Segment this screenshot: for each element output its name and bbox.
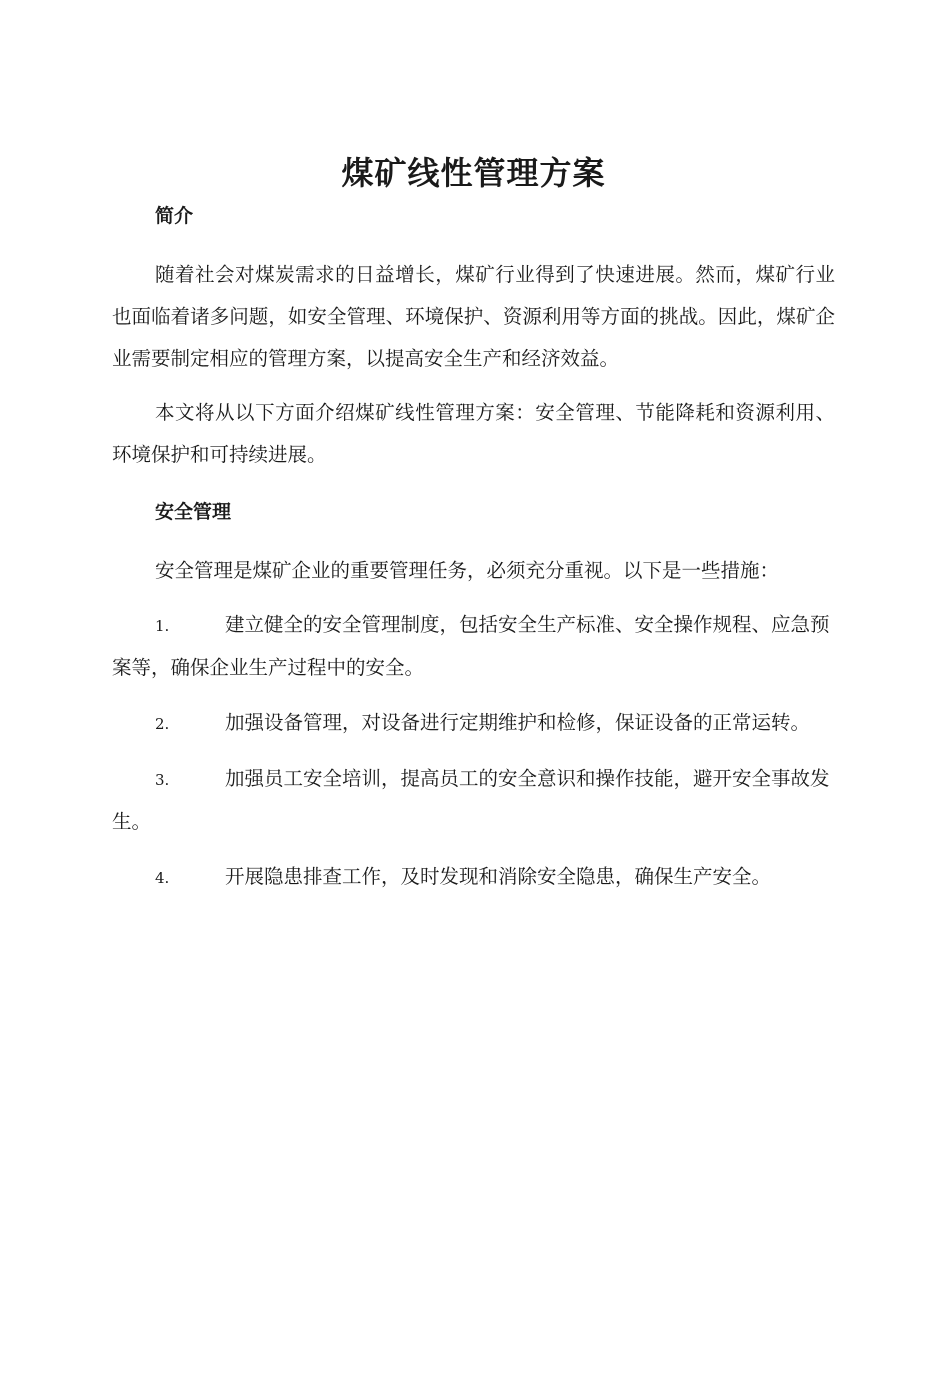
- list-item: [112, 702, 835, 745]
- safety-paragraph: 安全管理是煤矿企业的重要管理任务，必须充分重视。以下是一些措施：: [155, 559, 780, 582]
- list-item-number: 4.: [155, 869, 170, 887]
- section-heading-intro: 简介: [155, 205, 194, 227]
- list-item: [112, 604, 835, 689]
- list-item-text: 开展隐患排查工作，及时发现和消除安全隐患，确保生产安全。: [225, 865, 772, 888]
- list-item-text: 建立健全的安全管理制度，包括安全生产标准、安全操作规程、应急预案等，确保企业生产过程中的安全。: [112, 613, 830, 679]
- intro-paragraph: 随着社会对煤炭需求的日益增长，煤矿行业得到了快速进展。然而，煤矿行业也面临着诸多问题，如安全管理、环境保护、资源利用等方面的挑战。因此，煤矿企业需要制定相应的管理方案，以提高安全生产和经济效益。: [112, 263, 835, 370]
- safety-measures-list: [112, 604, 835, 899]
- list-item-text: 加强员工安全培训，提高员工的安全意识和操作技能，避开安全事故发生。: [112, 767, 830, 833]
- list-item-text: 加强设备管理，对设备进行定期维护和检修，保证设备的正常运转。: [225, 711, 811, 734]
- list-item: [112, 856, 835, 899]
- document-title: 煤矿线性管理方案: [341, 154, 606, 192]
- list-item-number: 3.: [155, 771, 170, 789]
- document-page: [0, 150, 950, 1380]
- intro-paragraph: 本文将从以下方面介绍煤矿线性管理方案：安全管理、节能降耗和资源利用、环境保护和可持续进展。: [112, 401, 835, 466]
- section-heading-safety: 安全管理: [155, 501, 232, 523]
- list-item-number: 2.: [155, 715, 170, 733]
- list-item-number: 1.: [155, 617, 170, 635]
- list-item: [112, 758, 835, 843]
